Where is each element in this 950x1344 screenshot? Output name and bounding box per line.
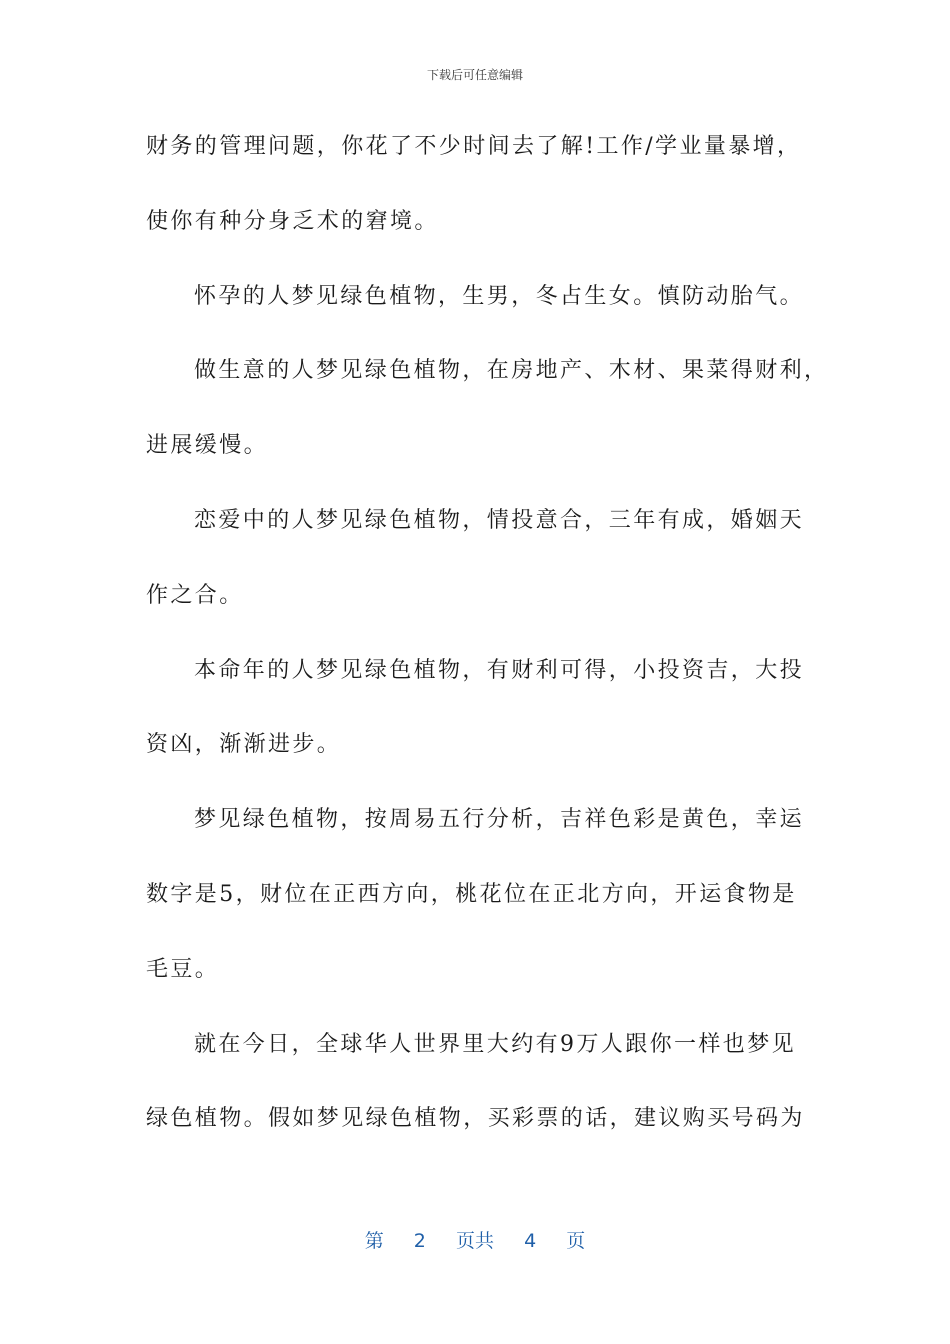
footer-middle: 页共 — [455, 1230, 494, 1252]
paragraph-line: 使你有种分身乏术的窘境。 — [146, 208, 439, 234]
paragraph-line: 就在今日，全球华人世界里大约有9万人跟你一样也梦见 — [194, 1031, 796, 1057]
paragraph-line: 梦见绿色植物，按周易五行分析，吉祥色彩是黄色，幸运 — [194, 807, 805, 833]
page-header: 下载后可任意编辑 — [426, 68, 523, 82]
current-page-number: 2 — [413, 1230, 426, 1252]
paragraph-line: 做生意的人梦见绿色植物，在房地产、木材、果菜得财利， — [194, 358, 829, 384]
page-footer — [0, 1226, 950, 1253]
paragraph-line: 作之合。 — [146, 582, 244, 608]
footer-suffix: 页 — [566, 1230, 586, 1252]
paragraph-line: 毛豆。 — [146, 956, 220, 982]
paragraph-line: 绿色植物。假如梦见绿色植物，买彩票的话，建议购买号码为 — [146, 1106, 805, 1132]
paragraph-line: 恋爱中的人梦见绿色植物，情投意合，三年有成，婚姻天 — [194, 507, 805, 533]
paragraph-line: 本命年的人梦见绿色植物，有财利可得，小投资吉，大投 — [194, 657, 805, 683]
paragraph-line: 怀孕的人梦见绿色植物，生男，冬占生女。慎防动胎气。 — [194, 283, 805, 309]
paragraph-line: 资凶，渐渐进步。 — [146, 732, 342, 758]
document-body — [146, 125, 829, 1172]
paragraph-line: 财务的管理问题，你花了不少时间去了解!工作/学业量暴增， — [146, 134, 802, 159]
paragraph-line: 数字是5，财位在正西方向，桃花位在正北方向，开运食物是 — [146, 881, 797, 907]
paragraph-line: 进展缓慢。 — [146, 433, 269, 459]
footer-prefix: 第 — [364, 1230, 384, 1252]
total-page-number: 4 — [524, 1230, 537, 1252]
